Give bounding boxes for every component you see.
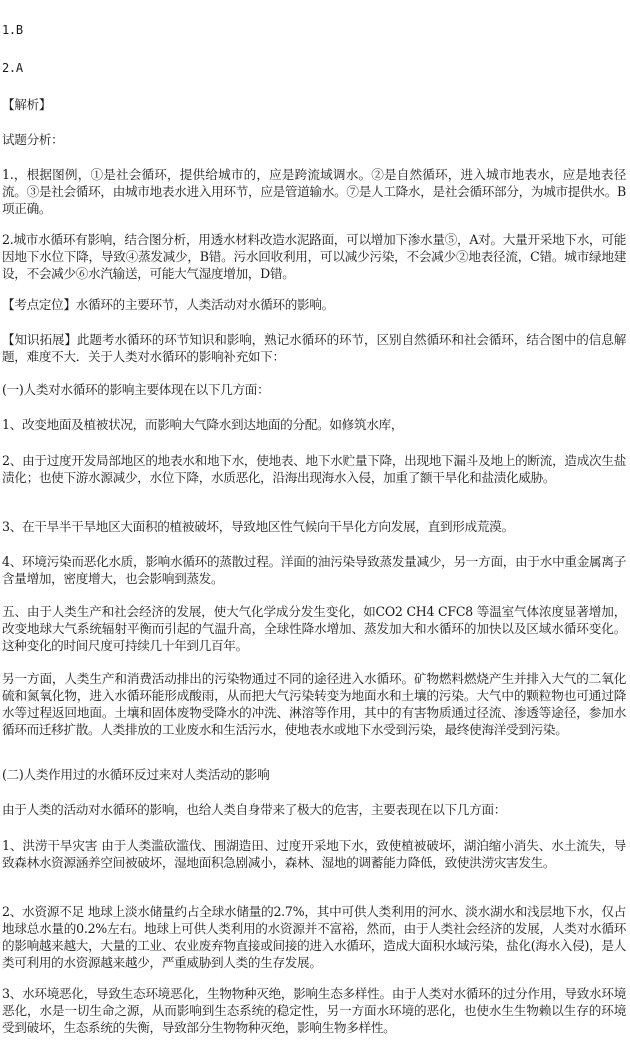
analysis-label: 试题分析：: [2, 132, 64, 147]
exam-point-paragraph: 【考点定位】水循环的主要环节，人类活动对水循环的影响。: [2, 297, 334, 312]
analysis-paragraph-2: 2.城市水循环有影响，结合图分析，用透水材料改造水泥路面，可以增加下渗水量⑤，A对。大量开采地下水，可能因地下水位下降，导致④蒸发减少，B错。污水回收利用，可以减少污染，不会减少②地表径流，C错。城市绿地建设，不会减少⑥水汽输送，可能大气湿度增加，D错。: [2, 232, 626, 281]
harm-item-1: 1、洪涝干旱灾害 由于人类滥砍滥伐、围湖造田、过度开采地下水，致使植被破坏，湖泊缩小消失、水土流失，导致森林水资源涵养空间被破坏，湿地面积急剧减小，森林、湿地的调蓄能力降低，致使洪涝灾害发生。: [2, 838, 626, 870]
section-two-heading: (二)人类作用过的水循环反过来对人类活动的影响: [2, 767, 270, 782]
section-one-heading: (一)人类对水循环的影响主要体现在以下几方面：: [2, 382, 270, 397]
knowledge-expansion-paragraph: 【知识拓展】此题考水循环的环节知识和影响，熟记水循环的环节，区别自然循环和社会循环，结合图中的信息解题，难度不大．关于人类对水循环的影响补充如下：: [2, 332, 626, 364]
impact-item-1: 1、改变地面及植被状况，而影响大气降水到达地面的分配。如修筑水库，: [2, 417, 404, 432]
section-header: 【解析】: [2, 97, 52, 112]
impact-item-3: 3、在干旱半干旱地区大面积的植被破坏，导致地区性气候向干旱化方向发展，直到形成荒漠。: [2, 519, 514, 534]
harm-item-3: 3、水环境恶化，导致生态环境恶化，生物物种灭绝，影响生态多样性。由于人类对水循环的过分作用，导致水环境恶化，水是一切生命之源，从而影响到生态系统的稳定性，另一方面水环境的恶化，也使水生生物赖以生存的环境受到破坏，生态系统的失衡，导致部分生物物种灭绝，影响生物多样性。: [2, 986, 626, 1035]
analysis-paragraph-1: 1.，根据图例，①是社会循环，提供给城市的，应是跨流域调水。②是自然循环，进入城市地表水，应是地表径流。③是社会循环，由城市地表水进入用环节，应是管道输水。⑦是人工降水，是社会循环部分，为城市提供水。B项正确。: [2, 167, 626, 216]
harm-item-2: 2、水资源不足 地球上淡水储量约占全球水储量的2.7%，其中可供人类利用的河水、淡水湖水和浅层地下水，仅占地球总水量的0.2%左右。地球上可供人类利用的水资源并不富裕，然而，由于人类社会经济的发展，人类对水循环的影响越来越大，大量的工业、农业废弃物直接或间接的进入水循环，造成大面积水域污染，盐化(海水入侵)，是人类可利用的水资源越来越少，严重威胁到人类的生存发展。: [2, 904, 626, 970]
impact-item-2: 2、由于过度开发局部地区的地表水和地下水，使地表、地下水贮量下降，出现地下漏斗及地上的断流，造成次生盐渍化；也使下游水源减少，水位下降，水质恶化，沿海出现海水入侵，加重了额干旱化和盐渍化威胁。: [2, 453, 626, 485]
section-two-intro: 由于人类的活动对水循环的影响，也给人类自身带来了极大的危害，主要表现在以下几方面：: [2, 802, 507, 817]
impact-item-4: 4、环境污染而恶化水质，影响水循环的蒸散过程。洋面的油污染导致蒸发量减少，另一方面，由于水中重金属离子含量增加，密度增大，也会影响到蒸发。: [2, 554, 626, 586]
impact-item-5: 五、由于人类生产和社会经济的发展，使大气化学成分发生变化，如CO2 CH4 CFC8 等温室气体浓度显著增加，改变地球大气系统辐射平衡而引起的气温升高，全球性降水增加、蒸发加大和水循环的加快以及区域水循环变化。这种变化的时间尺度可持续几十年到几百年。: [2, 604, 626, 653]
pollution-paragraph: 另一方面，人类生产和消费活动排出的污染物通过不同的途径进入水循环。矿物燃料燃烧产生并排入大气的二氧化硫和氮氧化物，进入水循环能形成酸雨，从而把大气污染转变为地面水和土壤的污染。大气中的颗粒物也可通过降水等过程返回地面。土壤和固体废物受降水的冲洗、淋溶等作用，其中的有害物质通过径流、渗透等途径，参加水循环而迁移扩散。人类排放的工业废水和生活污水，使地表水或地下水受到污染，最终使海洋受到污染。: [2, 671, 626, 737]
answer-1: 1.B: [2, 23, 23, 37]
answer-2: 2.A: [2, 61, 23, 75]
